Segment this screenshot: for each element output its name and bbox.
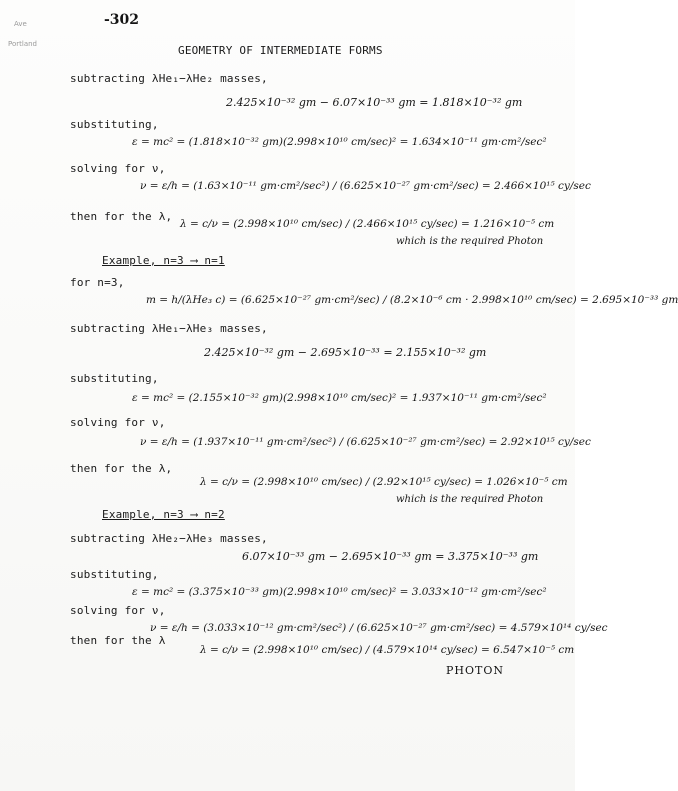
lambda-eq-2: λ = c/ν = (2.998×10¹⁰ cm/sec) / (2.92×10¹⁵ cy/sec) = 1.026×10⁻⁵ cm (200, 476, 568, 488)
solve-eq-2: ν = ε/h = (1.937×10⁻¹¹ gm·cm²/sec²) / (6.625×10⁻²⁷ gm·cm²/sec) = 2.92×10¹⁵ cy/sec (140, 436, 591, 448)
for-label-2: for n=3, (70, 276, 125, 289)
subst-eq-3: ε = mc² = (3.375×10⁻³³ gm)(2.998×10¹⁰ cm/sec)² = 3.033×10⁻¹² gm·cm²/sec² (132, 586, 547, 598)
faint-city-line: Portland (8, 40, 37, 48)
example-heading-2: Example, n=3 ⟶ n=1 (102, 254, 225, 267)
subst-label-2: substituting, (70, 372, 159, 385)
solve-label-3: solving for ν, (70, 604, 166, 617)
lambda-note-2: which is the required Photon (396, 494, 544, 505)
subst-eq-2: ε = mc² = (2.155×10⁻³² gm)(2.998×10¹⁰ cm/sec)² = 1.937×10⁻¹¹ gm·cm²/sec² (132, 392, 547, 404)
faint-address-line: Ave (14, 20, 27, 28)
page-title: GEOMETRY OF INTERMEDIATE FORMS (178, 44, 383, 57)
lambda-note-1: which is the required Photon (396, 236, 544, 247)
subst-label-3: substituting, (70, 568, 159, 581)
subtract-label-3: subtracting λHe₂−λHe₃ masses, (70, 532, 268, 545)
subtract-eq-1: 2.425×10⁻³² gm − 6.07×10⁻³³ gm = 1.818×10⁻³² gm (226, 96, 523, 109)
solve-label-1: solving for ν, (70, 162, 166, 175)
lambda-note-3: PHOTON (446, 664, 504, 677)
for-eq-2: m = h/(λHe₃ c) = (6.625×10⁻²⁷ gm·cm²/sec) / (8.2×10⁻⁶ cm · 2.998×10¹⁰ cm/sec) = 2.695×10⁻³³ gm (146, 294, 678, 306)
subst-label-1: substituting, (70, 118, 159, 131)
lambda-label-1: then for the λ, (70, 210, 173, 223)
solve-label-2: solving for ν, (70, 416, 166, 429)
lambda-eq-3: λ = c/ν = (2.998×10¹⁰ cm/sec) / (4.579×10¹⁴ cy/sec) = 6.547×10⁻⁵ cm (200, 644, 575, 656)
example-heading-3: Example, n=3 ⟶ n=2 (102, 508, 225, 521)
subst-eq-1: ε = mc² = (1.818×10⁻³² gm)(2.998×10¹⁰ cm/sec)² = 1.634×10⁻¹¹ gm·cm²/sec² (132, 136, 547, 148)
doc-number: -302 (104, 12, 140, 28)
lambda-label-3: then for the λ (70, 634, 166, 647)
subtract-eq-3: 6.07×10⁻³³ gm − 2.695×10⁻³³ gm = 3.375×10⁻³³ gm (242, 550, 539, 563)
subtract-eq-2: 2.425×10⁻³² gm − 2.695×10⁻³³ = 2.155×10⁻³² gm (204, 346, 487, 359)
lambda-eq-1: λ = c/ν = (2.998×10¹⁰ cm/sec) / (2.466×10¹⁵ cy/sec) = 1.216×10⁻⁵ cm (180, 218, 555, 230)
lambda-label-2: then for the λ, (70, 462, 173, 475)
solve-eq-1: ν = ε/h = (1.63×10⁻¹¹ gm·cm²/sec²) / (6.625×10⁻²⁷ gm·cm²/sec) = 2.466×10¹⁵ cy/sec (140, 180, 591, 192)
subtract-label-1: subtracting λHe₁−λHe₂ masses, (70, 72, 268, 85)
subtract-label-2: subtracting λHe₁−λHe₃ masses, (70, 322, 268, 335)
solve-eq-3: ν = ε/h = (3.033×10⁻¹² gm·cm²/sec²) / (6.625×10⁻²⁷ gm·cm²/sec) = 4.579×10¹⁴ cy/sec (150, 622, 608, 634)
